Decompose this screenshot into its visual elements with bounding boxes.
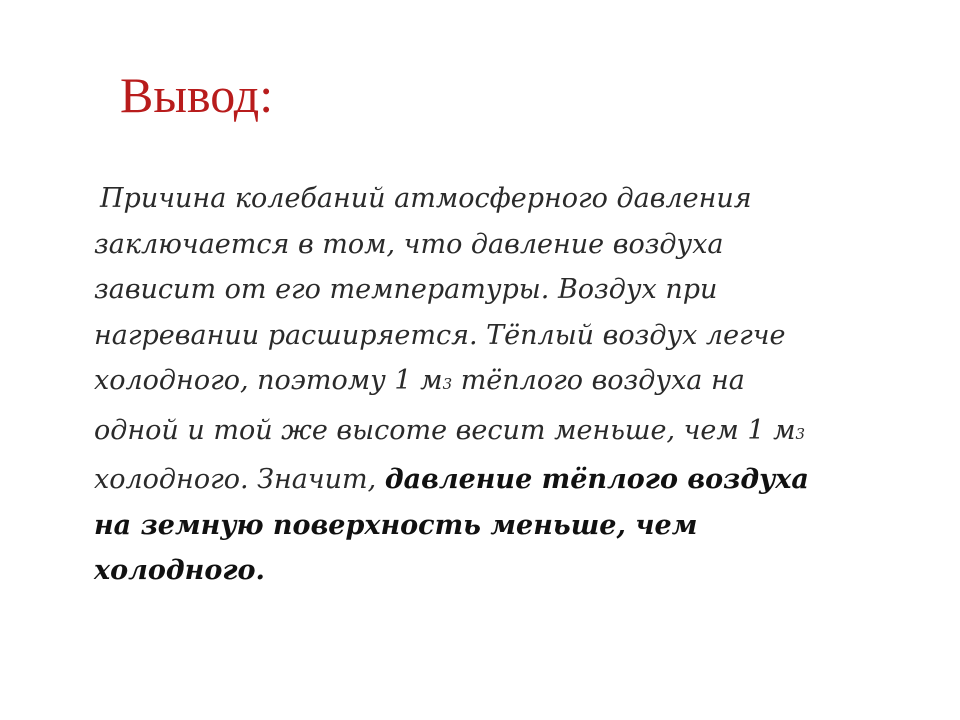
bold-conclusion-part-2: на земную поверхность меньше, чем bbox=[94, 509, 698, 541]
paragraph-line-5b: тёплого воздуха на bbox=[452, 365, 745, 396]
paragraph-line-6: одной и той же высоте весит меньше, чем 1 м bbox=[94, 414, 796, 446]
paragraph-line-1: Причина колебаний атмосферного давления bbox=[100, 183, 752, 214]
paragraph-line-2: заключается в том, что давление воздуха bbox=[94, 228, 724, 260]
paragraph-line-3: зависит от его температуры. Воздух при bbox=[94, 274, 718, 305]
conclusion-paragraph bbox=[94, 176, 914, 594]
cubic-exponent: 3 bbox=[442, 375, 453, 393]
paragraph-line-4: нагревании расширяется. Тёплый воздух легче bbox=[94, 319, 786, 351]
paragraph-line-5a: холодного, поэтому 1 м bbox=[94, 365, 443, 396]
slide-title: Вывод: bbox=[120, 67, 274, 123]
bold-conclusion-part-3: холодного. bbox=[94, 555, 265, 586]
bold-conclusion-part-1: давление тёплого воздуха bbox=[384, 464, 809, 495]
paragraph-line-7: холодного. Значит, bbox=[94, 464, 385, 495]
cubic-exponent: 3 bbox=[795, 424, 806, 443]
